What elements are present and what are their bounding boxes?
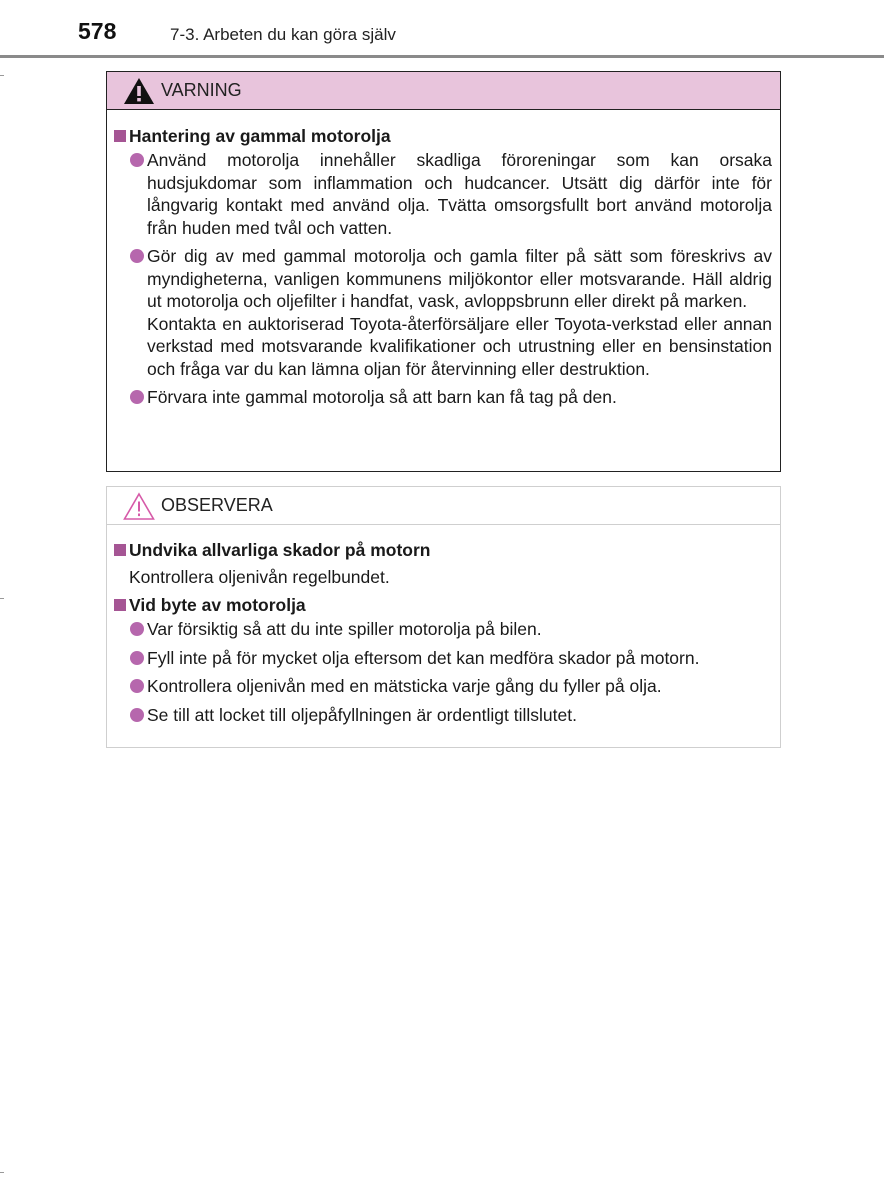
notice-text: Kontrollera oljenivån regelbundet. xyxy=(129,567,390,587)
warning-heading xyxy=(113,123,772,149)
notice-heading-text: Vid byte av motorolja xyxy=(129,595,306,615)
list-item-text: Gör dig av med gammal motorolja och gamla filter på sätt som föreskrivs av myndigheterna, vanligen kommunens miljökontor eller motsvarande. Häll aldrig ut motorolja och oljefilter i handfat, vask, avloppsbrunn eller direkt på marken. xyxy=(147,246,772,311)
page-number: 578 xyxy=(78,18,117,44)
list-item-text: Kontrollera oljenivån med en mätsticka varje gång du fyller på olja. xyxy=(147,676,662,696)
round-bullet-icon xyxy=(130,651,144,665)
square-bullet-icon xyxy=(114,130,126,142)
notice-body xyxy=(107,525,780,726)
notice-box xyxy=(106,486,781,748)
notice-label: OBSERVERA xyxy=(161,495,273,515)
round-bullet-icon xyxy=(130,622,144,636)
list-item xyxy=(113,618,772,641)
warning-heading-text: Hantering av gammal motorolja xyxy=(129,126,391,146)
list-item xyxy=(113,245,772,380)
list-item xyxy=(113,149,772,239)
list-item-text: Se till att locket till oljepåfyllningen är ordentligt tillslutet. xyxy=(147,704,577,725)
round-bullet-icon xyxy=(130,153,144,167)
list-item xyxy=(113,675,772,698)
margin-tick xyxy=(0,75,4,76)
warning-triangle-icon xyxy=(123,77,155,105)
list-item xyxy=(113,647,772,670)
warning-body xyxy=(107,110,780,409)
round-bullet-icon xyxy=(130,249,144,263)
list-item-text: Använd motorolja innehåller skadliga föroreningar som kan orsaka hudsjukdomar som inflammation och hudcancer. Utsätt dig därför inte för långvarig kontakt med använd olja. Tvätta omsorgsfullt bort använd motorolja från huden med tvål och vatten. xyxy=(147,150,772,238)
notice-heading-text: Undvika allvarliga skador på motorn xyxy=(129,540,431,560)
warning-header xyxy=(107,72,780,110)
section-title: 7-3. Arbeten du kan göra själv xyxy=(170,25,396,44)
list-item-text: Förvara inte gammal motorolja så att barn kan få tag på den. xyxy=(147,387,617,407)
list-item-text: Kontakta en auktoriserad Toyota-återförsäljare eller Toyota-verkstad eller annan verkstad med motsvarande kvalifikationer och utrustning eller en bensinstation och fråga var du kan lämna oljan för återvinning eller destruktion. xyxy=(147,313,772,379)
list-item-text: Fyll inte på för mycket olja eftersom det kan medföra skador på motorn. xyxy=(147,647,700,668)
margin-tick xyxy=(0,1172,4,1173)
header-rule xyxy=(0,55,884,58)
warning-label: VARNING xyxy=(161,80,242,100)
notice-header xyxy=(107,487,780,525)
round-bullet-icon xyxy=(130,679,144,693)
warning-box xyxy=(106,71,781,472)
list-item xyxy=(113,386,772,409)
notice-heading xyxy=(113,592,772,618)
margin-tick xyxy=(0,598,4,599)
caution-triangle-icon xyxy=(123,492,155,520)
round-bullet-icon xyxy=(130,390,144,404)
square-bullet-icon xyxy=(114,544,126,556)
list-item xyxy=(113,704,772,727)
notice-heading xyxy=(113,537,772,563)
list-item-text: Var försiktig så att du inte spiller motorolja på bilen. xyxy=(147,619,542,639)
square-bullet-icon xyxy=(114,599,126,611)
round-bullet-icon xyxy=(130,708,144,722)
